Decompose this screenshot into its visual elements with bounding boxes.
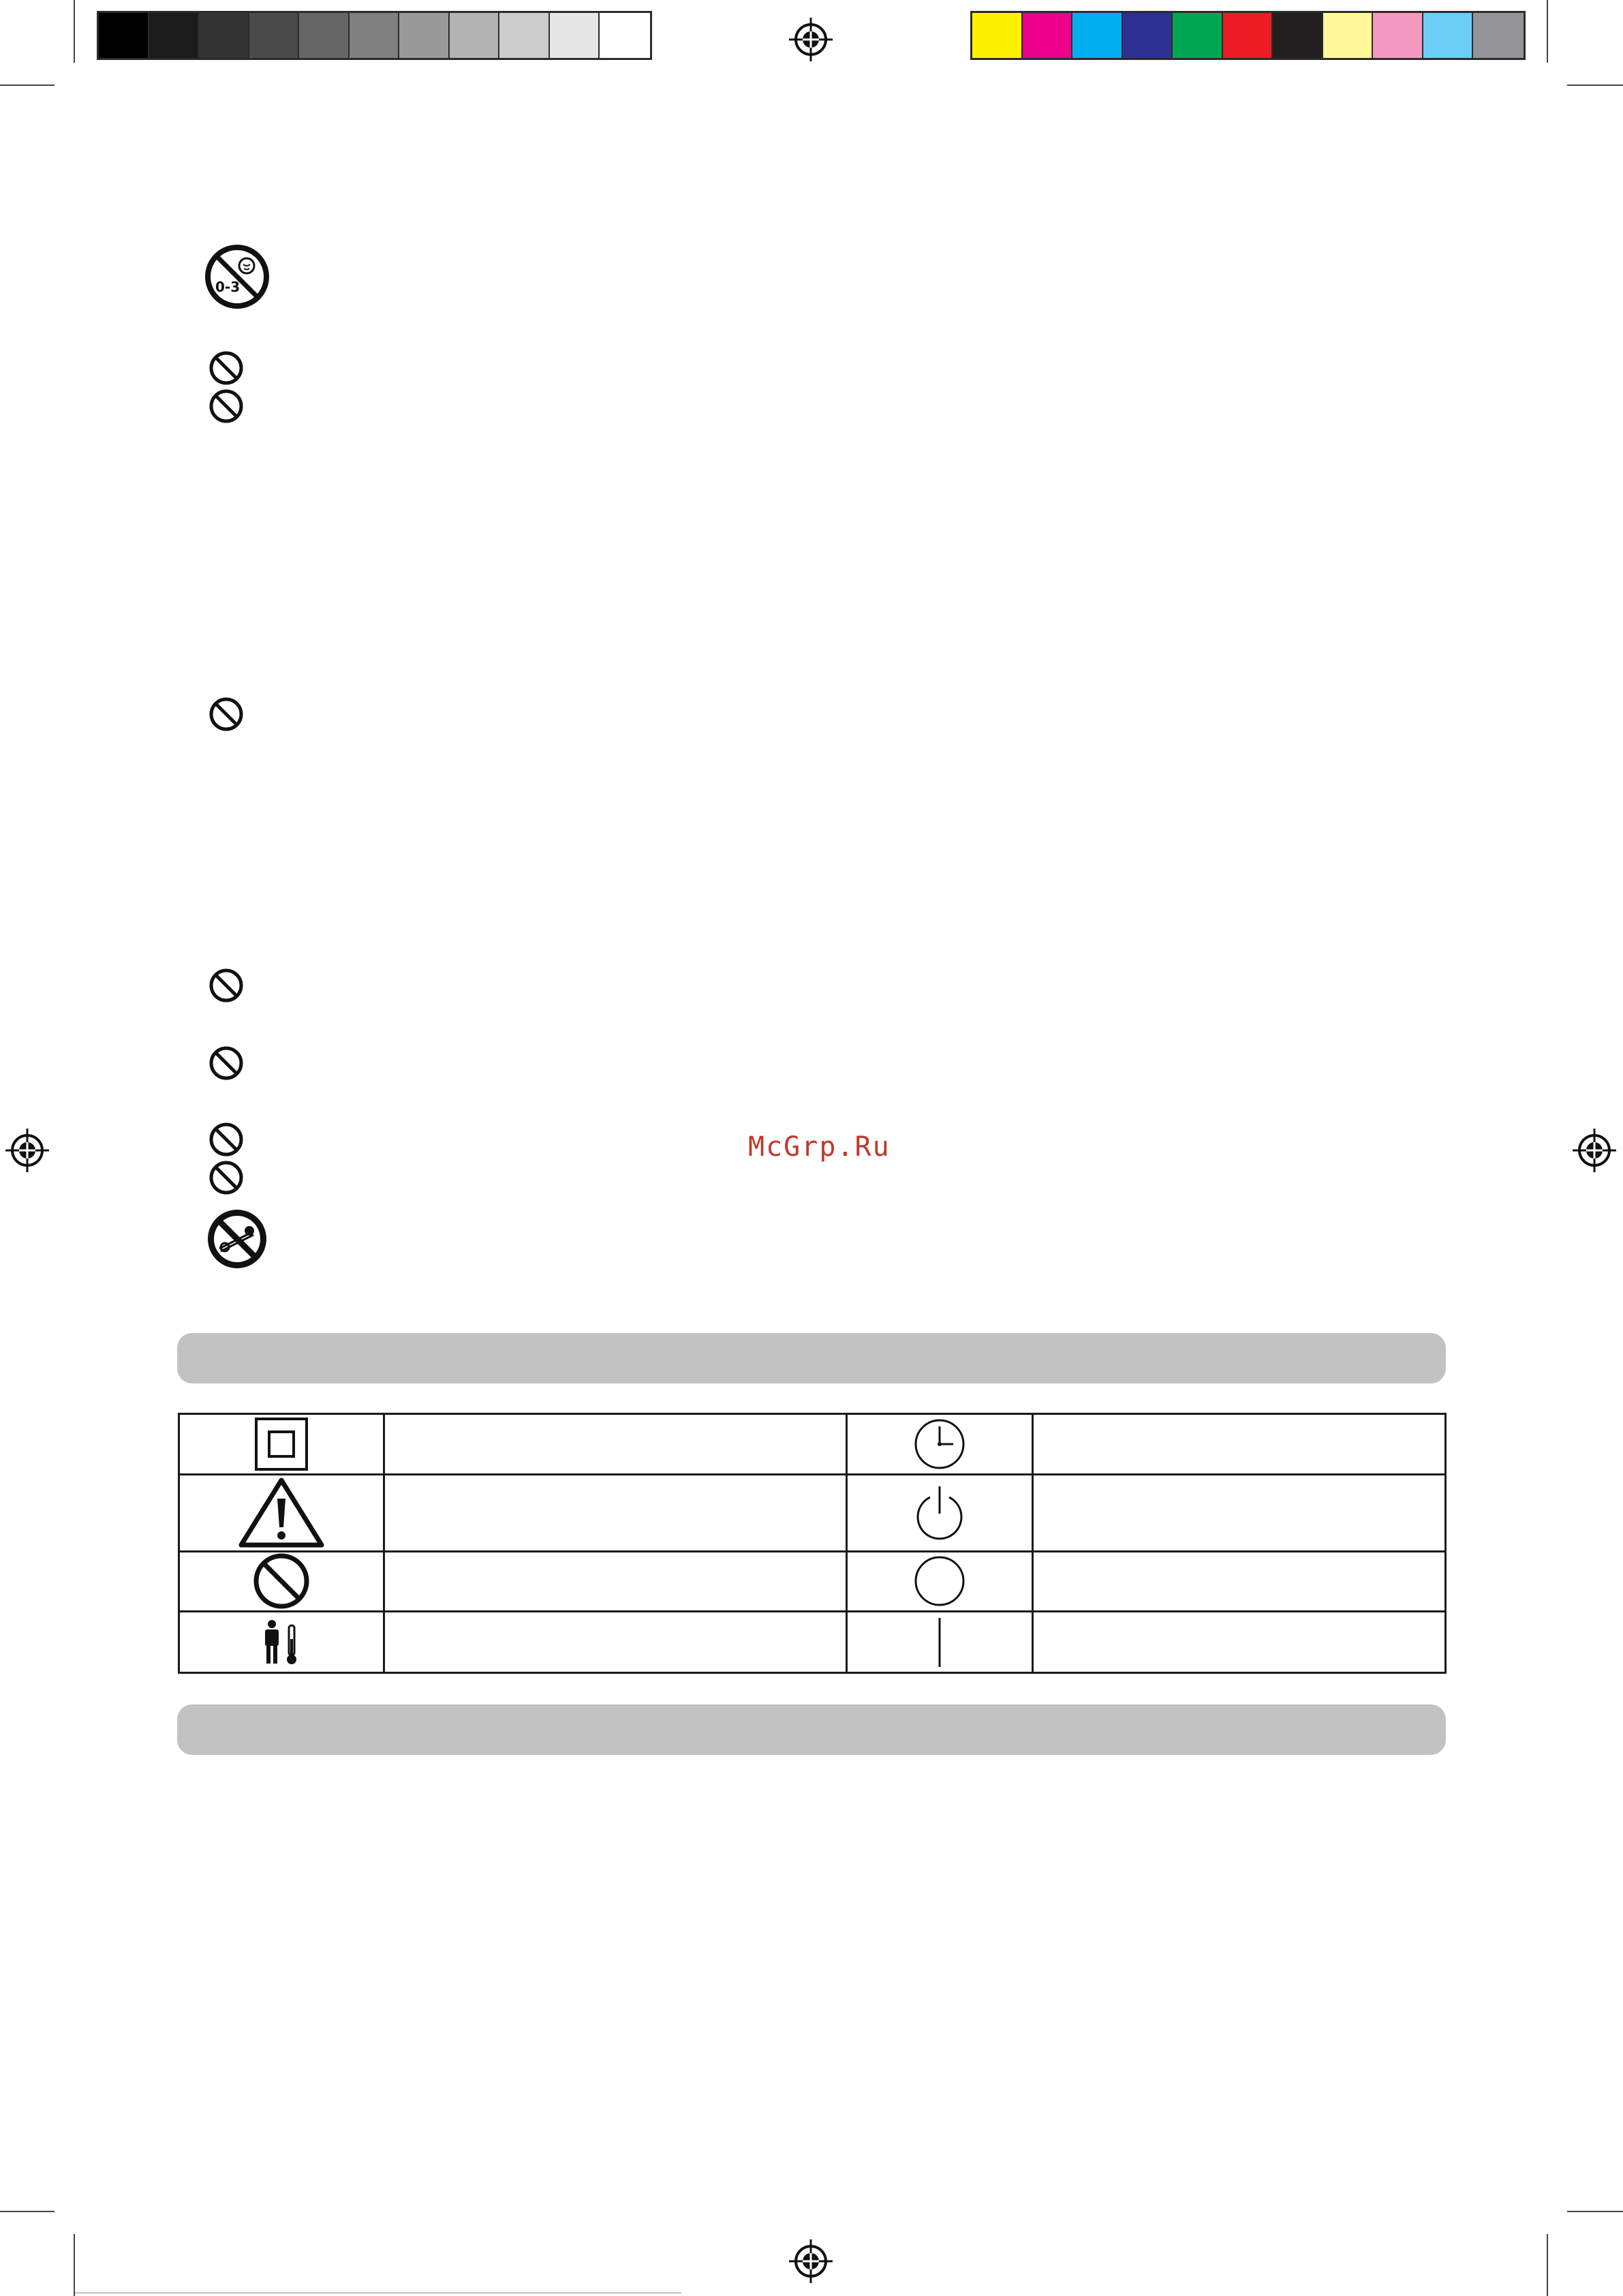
crop-mark — [74, 0, 75, 63]
watermark-text: McGrp.Ru — [748, 1131, 891, 1163]
prohibition-icon — [253, 1552, 310, 1610]
color-swatch — [1273, 13, 1323, 58]
symbol-cell — [179, 1474, 384, 1551]
gray-swatch — [99, 13, 149, 58]
color-swatch — [1023, 13, 1073, 58]
timer-clock-icon — [912, 1417, 967, 1471]
symbol-description — [1033, 1414, 1446, 1475]
no-pins-icon — [204, 1206, 270, 1272]
crop-mark — [1567, 85, 1623, 86]
gray-swatch — [550, 13, 600, 58]
crop-mark — [0, 85, 55, 86]
gray-swatch — [399, 13, 450, 58]
symbol-description — [384, 1612, 847, 1673]
color-swatch — [1072, 13, 1123, 58]
symbol-cell — [847, 1551, 1033, 1612]
registration-mark-right — [1573, 1129, 1616, 1172]
symbol-cell — [847, 1474, 1033, 1551]
gray-swatch — [249, 13, 300, 58]
symbol-cell — [179, 1551, 384, 1612]
color-swatch — [1373, 13, 1423, 58]
color-swatch-strip — [970, 11, 1526, 60]
prohibition-icon — [208, 350, 244, 386]
grayscale-swatch-strip — [97, 11, 652, 60]
prohibition-icon — [208, 968, 244, 1003]
table-row — [179, 1474, 1446, 1551]
symbol-description — [384, 1474, 847, 1551]
prohibition-icon — [208, 697, 244, 732]
symbol-description — [384, 1551, 847, 1612]
registration-mark-top — [789, 18, 833, 61]
prohibition-icon — [208, 1122, 244, 1157]
table-row — [179, 1551, 1446, 1612]
color-swatch — [972, 13, 1023, 58]
registration-mark-bottom — [789, 2239, 833, 2283]
prohibition-icon — [208, 1160, 244, 1195]
color-swatch — [1223, 13, 1273, 58]
registration-mark-left — [5, 1129, 49, 1172]
symbol-cell — [179, 1414, 384, 1475]
symbol-description — [1033, 1474, 1446, 1551]
section-header-bar — [177, 1333, 1446, 1383]
prohibition-icon — [208, 1045, 244, 1081]
crop-mark — [1547, 2234, 1548, 2296]
color-swatch — [1323, 13, 1374, 58]
table-row — [179, 1612, 1446, 1673]
crop-mark — [74, 2234, 75, 2296]
double-insulation-icon — [254, 1417, 309, 1471]
color-swatch — [1123, 13, 1173, 58]
symbol-cell — [847, 1612, 1033, 1673]
symbol-description — [384, 1414, 847, 1475]
symbol-cell — [179, 1612, 384, 1673]
symbol-description — [1033, 1612, 1446, 1673]
no-children-0-3-icon — [204, 244, 270, 309]
prohibition-icon — [208, 388, 244, 424]
gray-swatch — [499, 13, 550, 58]
off-circle-icon — [912, 1554, 967, 1608]
svg-text:0-3: 0-3 — [215, 279, 241, 295]
gray-swatch — [299, 13, 350, 58]
color-swatch — [1423, 13, 1474, 58]
color-swatch — [1473, 13, 1524, 58]
symbols-table — [178, 1413, 1447, 1674]
color-swatch — [1173, 13, 1223, 58]
gray-swatch — [600, 13, 650, 58]
standby-power-icon — [912, 1482, 967, 1544]
warning-triangle-icon — [237, 1477, 326, 1549]
gray-swatch — [149, 13, 200, 58]
table-row — [179, 1414, 1446, 1475]
symbol-cell — [847, 1414, 1033, 1475]
on-line-icon — [933, 1617, 946, 1668]
gray-swatch — [350, 13, 400, 58]
symbol-description — [1033, 1551, 1446, 1612]
crop-mark — [1547, 0, 1548, 63]
gray-swatch — [450, 13, 500, 58]
crop-mark — [0, 2211, 55, 2212]
crop-mark — [1567, 2211, 1623, 2212]
person-thermometer-icon — [261, 1619, 302, 1666]
gray-swatch — [199, 13, 249, 58]
section-header-bar — [177, 1704, 1446, 1755]
